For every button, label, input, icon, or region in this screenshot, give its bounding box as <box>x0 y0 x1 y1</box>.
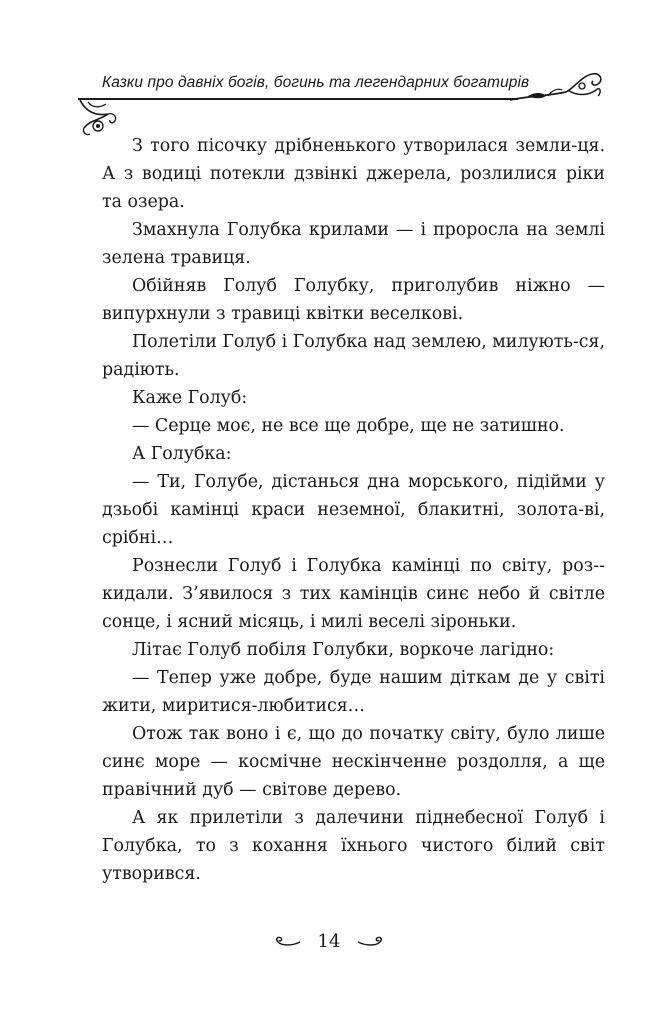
page-number: 14 <box>317 930 341 952</box>
paragraph: А Голубка: <box>132 444 232 464</box>
header-rule <box>78 98 518 100</box>
paragraph: З того пісочку дрібненького утворилася земли-ця. А з водиці потекли дзвінкі джерела, розлилися ріки та озера. <box>102 136 605 212</box>
paragraph: Літає Голуб побіля Голубки, воркоче лагідно: <box>132 640 555 660</box>
paragraph: Каже Голуб: <box>132 388 248 408</box>
right-swirl-icon <box>356 934 386 948</box>
body-text <box>102 132 605 888</box>
paragraph: — Тепер уже добре, буде нашим діткам де у світі жити, миритися-любитися… <box>102 668 605 716</box>
paragraph: А як прилетіли з далечини піднебесної Голуб і Голубка, то з кохання їхнього чистого білий світ утворився. <box>102 808 605 884</box>
paragraph: — Ти, Голубе, дістанься дна морського, підійми у дзьобі камінці краси неземної, блакитні, золота-ві, срібні… <box>102 472 605 548</box>
flourish-ornament-icon <box>508 66 608 106</box>
paragraph: Змахнула Голубка крилами — і проросла на землі зелена травиця. <box>102 220 605 268</box>
page-footer <box>0 930 658 952</box>
paragraph: Полетіли Голуб і Голубка над землею, милують-ся, радіють. <box>102 332 605 380</box>
header-title: Казки про давніх богів, богинь та легендарних богатирів <box>102 74 530 91</box>
paragraph: Обійняв Голуб Голубку, приголубив ніжно — випурхнули з травиці квітки веселкові. <box>102 276 605 324</box>
paragraph: Отож так воно і є, що до початку світу, було лише синє море — космічне нескінченне роздолля, а ще правічний дуб — світове дерево. <box>102 724 605 800</box>
paragraph: — Серце моє, не все ще добре, ще не затишно. <box>132 416 565 436</box>
left-swirl-icon <box>272 934 302 948</box>
paragraph: Рознесли Голуб і Голубка камінці по світу, роз-кидали. З’явилося з тих камінців синє небо й світле сонце, і ясний місяць, і милі веселі зіроньки. <box>102 556 605 632</box>
running-header <box>78 66 608 136</box>
